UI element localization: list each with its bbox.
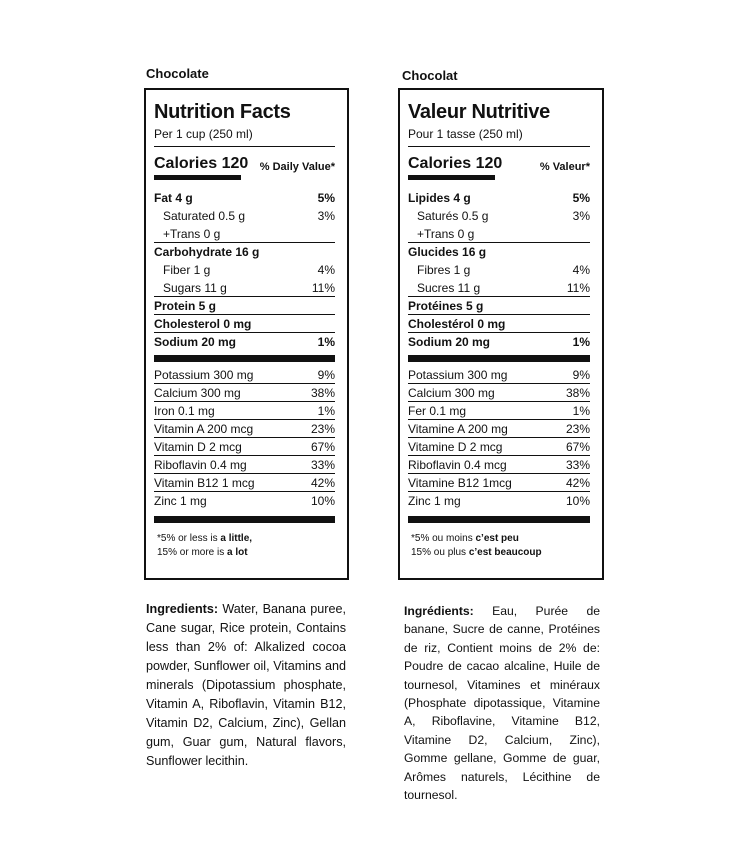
daily-value-header-en: % Daily Value*	[259, 161, 335, 173]
fiber-row-fr: Fibres 1 g 4%	[417, 263, 590, 277]
fat-row-en: Fat 4 g 5%	[154, 191, 335, 205]
mineral-row-fr: Riboflavin 0.4 mcg 33%	[408, 456, 590, 474]
mineral-row-en: Calcium 300 mg 38%	[154, 384, 335, 402]
flavor-label-en: Chocolate	[146, 66, 209, 81]
mineral-row-fr: Fer 0.1 mg 1%	[408, 402, 590, 420]
calories-fr: Calories 120	[408, 155, 503, 172]
mineral-row-fr: Zinc 1 mg 10%	[408, 494, 590, 508]
sodium-row-fr: Sodium 20 mg 1%	[408, 335, 590, 349]
nutrition-facts-panel-fr	[398, 88, 604, 580]
carbohydrate-row-fr: Glucides 16 g	[408, 245, 487, 259]
calories-en: Calories 120	[154, 155, 249, 172]
mineral-row-en: Riboflavin 0.4 mg 33%	[154, 456, 335, 474]
nutrition-facts-panel-en	[144, 88, 349, 580]
mineral-row-fr: Vitamine D 2 mcg 67%	[408, 438, 590, 456]
fiber-row-en: Fiber 1 g 4%	[163, 263, 335, 277]
cholesterol-row-fr: Cholestérol 0 mg	[408, 315, 590, 333]
ingredients-label-fr: Ingrédients:	[404, 604, 474, 618]
mineral-row-fr: Vitamine A 200 mg 23%	[408, 420, 590, 438]
saturated-row-fr: Saturés 0.5 g 3%	[417, 209, 590, 223]
fat-row-fr: Lipides 4 g 5%	[408, 191, 590, 205]
footnote-fr: *5% ou moins c’est peu 15% ou plus c’est beaucoup	[411, 533, 542, 558]
serving-size-fr: Pour 1 tasse (250 ml)	[408, 127, 523, 141]
protein-row-fr: Protéines 5 g	[408, 297, 590, 315]
panel-title-fr: Valeur Nutritive	[408, 101, 550, 123]
mineral-row-fr: Calcium 300 mg 38%	[408, 384, 590, 402]
sugars-row-fr: Sucres 11 g 11%	[408, 279, 590, 297]
carbohydrate-row-en: Carbohydrate 16 g	[154, 245, 260, 259]
mineral-row-en: Vitamin D 2 mcg 67%	[154, 438, 335, 456]
saturated-row-en: Saturated 0.5 g 3%	[163, 209, 335, 223]
sodium-row-en: Sodium 20 mg 1%	[154, 335, 335, 349]
cholesterol-row-en: Cholesterol 0 mg	[154, 315, 335, 333]
mineral-row-fr: Potassium 300 mg 9%	[408, 366, 590, 384]
ingredients-label-en: Ingredients:	[146, 602, 219, 616]
footnote-en: *5% or less is a little, 15% or more is a lot	[157, 533, 253, 558]
ingredients-en	[146, 600, 346, 771]
trans-row-en: +Trans 0 g	[154, 225, 335, 243]
mineral-row-en: Vitamin B12 1 mcg 42%	[154, 474, 335, 492]
mineral-row-en: Iron 0.1 mg 1%	[154, 402, 335, 420]
mineral-row-en: Vitamin A 200 mcg 23%	[154, 420, 335, 438]
ingredients-fr	[404, 602, 600, 804]
protein-row-en: Protein 5 g	[154, 297, 335, 315]
sugars-row-en: Sugars 11 g 11%	[154, 279, 335, 297]
trans-row-fr: +Trans 0 g	[408, 225, 590, 243]
daily-value-header-fr: % Valeur*	[539, 161, 590, 173]
mineral-row-en: Potassium 300 mg 9%	[154, 366, 335, 384]
ingredients-text-fr: Eau, Purée de banane, Sucre de canne, Protéines de riz, Contient moins de 2% de: Poudre de cacao alcaline, Huile de tournesol, Vitamines et minéraux (Phosphate dipotassique, Vitamine A, Riboflavine, Vitamine B12, Vitamine D2, Calcium, Zinc), Gomme gellane, Gomme de guar, Arômes naturels, Lécithine de tournesol.	[404, 604, 600, 803]
panel-title-en: Nutrition Facts	[154, 101, 291, 123]
flavor-label-fr: Chocolat	[402, 68, 458, 83]
ingredients-text-en: Water, Banana puree, Cane sugar, Rice protein, Contains less than 2% of: Alkalized cocoa powder, Sunflower oil, Vitamins and minerals (Dipotassium phosphate, Vitamin A, Riboflavin, Vitamin B12, Vitamin D2, Calcium, Zinc), Gellan gum, Guar gum, Natural flavors, Sunflower lecithin.	[146, 602, 346, 768]
serving-size-en: Per 1 cup (250 ml)	[154, 127, 253, 141]
mineral-row-fr: Vitamine B12 1mcg 42%	[408, 474, 590, 492]
mineral-row-en: Zinc 1 mg 10%	[154, 494, 335, 508]
